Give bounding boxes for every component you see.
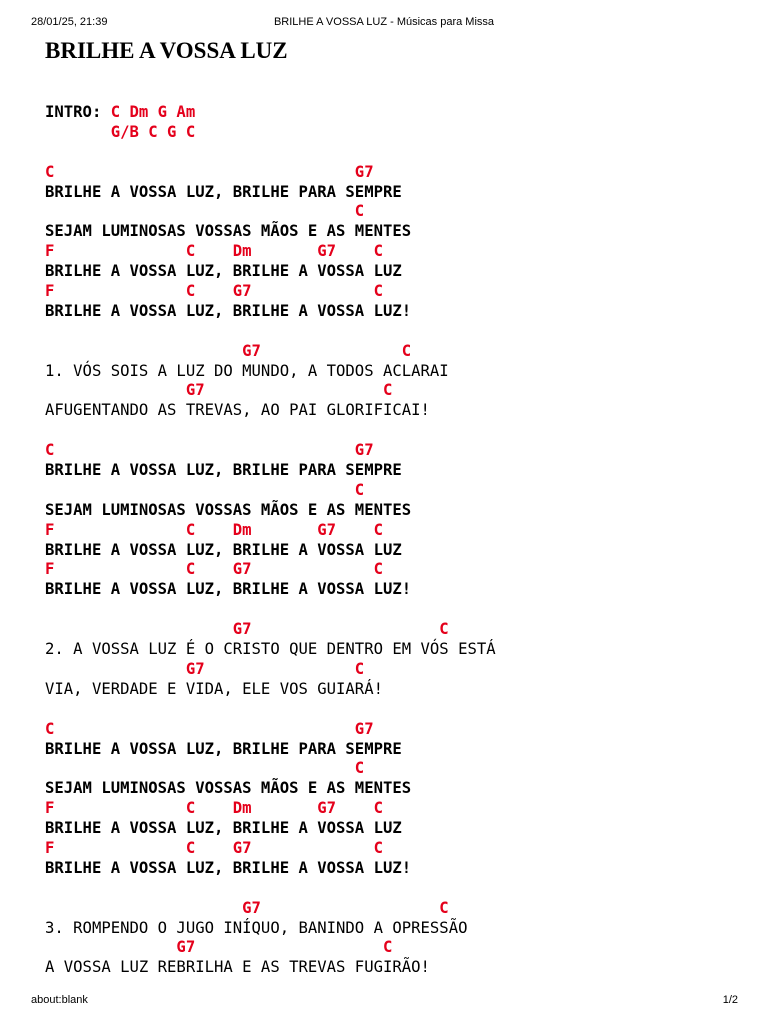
blank-line — [45, 143, 496, 163]
chord-line: G7 C — [45, 898, 449, 917]
chord-line: G7 C — [45, 938, 393, 957]
chord-line: C — [45, 202, 365, 221]
chord-line: F C G7 C — [45, 282, 383, 301]
chord-line: G7 C — [45, 341, 412, 360]
chord-line: C G7 — [45, 719, 374, 738]
chord-line: C — [45, 480, 365, 499]
verse-lyric-line: 1. VÓS SOIS A LUZ DO MUNDO, A TODOS ACLARAI — [45, 361, 449, 380]
chord-line: F C G7 C — [45, 560, 383, 579]
blank-line — [45, 600, 496, 620]
print-datetime: 28/01/25, 21:39 — [31, 16, 108, 28]
verse-lyric-line: AFUGENTANDO AS TREVAS, AO PAI GLORIFICAI! — [45, 401, 430, 420]
blank-line — [45, 421, 496, 441]
chord-line: G7 C — [45, 620, 449, 639]
song-body — [45, 103, 496, 978]
print-page-number: 1/2 — [722, 994, 738, 1006]
chorus-lyric-line: SEJAM LUMINOSAS VOSSAS MÃOS E AS MENTES — [45, 779, 412, 798]
chorus-lyric-line: SEJAM LUMINOSAS VOSSAS MÃOS E AS MENTES — [45, 500, 412, 519]
print-page-title: BRILHE A VOSSA LUZ - Músicas para Missa — [273, 16, 495, 28]
chorus-lyric-line: SEJAM LUMINOSAS VOSSAS MÃOS E AS MENTES — [45, 222, 412, 241]
verse-lyric-line: VIA, VERDADE E VIDA, ELE VOS GUIARÁ! — [45, 679, 383, 698]
chorus-lyric-line: BRILHE A VOSSA LUZ, BRILHE PARA SEMPRE — [45, 182, 402, 201]
intro-chords: C Dm G Am — [110, 103, 196, 121]
blank-line — [45, 322, 496, 342]
verse-lyric-line: 2. A VOSSA LUZ É O CRISTO QUE DENTRO EM VÓS ESTÁ — [45, 640, 496, 659]
chorus-lyric-line: BRILHE A VOSSA LUZ, BRILHE PARA SEMPRE — [45, 739, 402, 758]
chord-line: F C Dm G7 C — [45, 799, 383, 818]
chord-line: G7 C — [45, 381, 393, 400]
chord-line: G7 C — [45, 659, 365, 678]
chorus-lyric-line: BRILHE A VOSSA LUZ, BRILHE A VOSSA LUZ! — [45, 301, 412, 320]
song-title: BRILHE A VOSSA LUZ — [45, 38, 288, 63]
chord-line: C — [45, 759, 365, 778]
chorus-lyric-line: BRILHE A VOSSA LUZ, BRILHE A VOSSA LUZ! — [45, 580, 412, 599]
chord-line: F C Dm G7 C — [45, 242, 383, 261]
chord-line: F C Dm G7 C — [45, 520, 383, 539]
chorus-lyric-line: BRILHE A VOSSA LUZ, BRILHE PARA SEMPRE — [45, 461, 402, 480]
blank-line — [45, 700, 496, 720]
chord-line: G/B C G C — [45, 122, 196, 141]
blank-line — [45, 879, 496, 899]
chord-line: F C G7 C — [45, 838, 383, 857]
chorus-lyric-line: BRILHE A VOSSA LUZ, BRILHE A VOSSA LUZ — [45, 540, 402, 559]
chorus-lyric-line: BRILHE A VOSSA LUZ, BRILHE A VOSSA LUZ — [45, 262, 402, 281]
chorus-lyric-line: BRILHE A VOSSA LUZ, BRILHE A VOSSA LUZ — [45, 819, 402, 838]
chord-line: C G7 — [45, 441, 374, 460]
print-footer — [0, 994, 768, 1010]
verse-lyric-line: A VOSSA LUZ REBRILHA E AS TREVAS FUGIRÃO! — [45, 958, 430, 977]
print-header — [0, 16, 768, 32]
intro-label: INTRO: — [45, 103, 111, 121]
verse-lyric-line: 3. ROMPENDO O JUGO INÍQUO, BANINDO A OPRESSÃO — [45, 918, 468, 937]
chorus-lyric-line: BRILHE A VOSSA LUZ, BRILHE A VOSSA LUZ! — [45, 858, 412, 877]
chord-line: C G7 — [45, 162, 374, 181]
intro-line — [45, 103, 496, 123]
print-url: about:blank — [31, 994, 88, 1006]
